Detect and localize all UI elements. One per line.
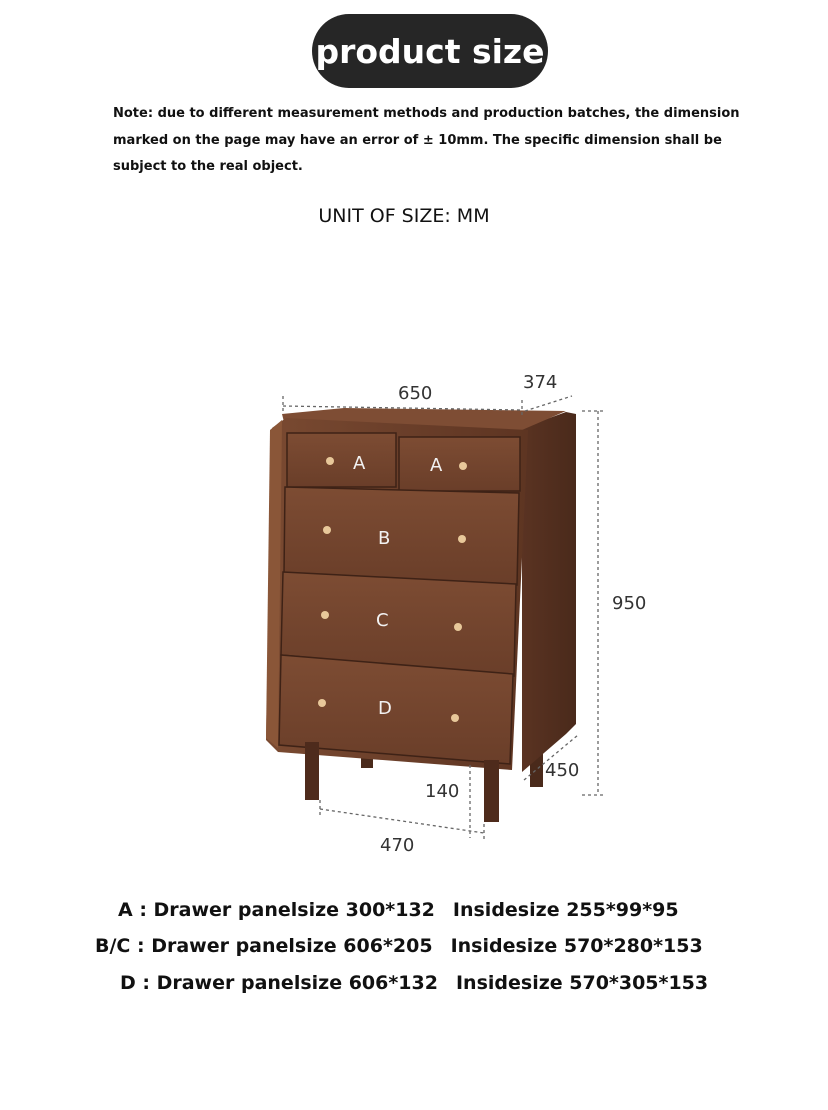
- spec-row-bc: [95, 935, 703, 957]
- spec-inside: Insidesize 570*280*153: [450, 935, 703, 957]
- knob: [321, 611, 329, 619]
- spec-inside: Insidesize 255*99*95: [452, 899, 679, 921]
- unit-of-size: UNIT OF SIZE: MM: [318, 205, 490, 227]
- depth-dimension-line: [525, 396, 572, 411]
- leg-width-dimension-line: [320, 809, 484, 833]
- spec-row-a: [118, 899, 679, 921]
- measurement-note: Note: due to different measurement methods and production batches, the dimension marked on the page may have an error of ± 10mm. The specific dimension shall be subject to the real object.: [113, 106, 740, 174]
- drawer-b: [284, 487, 519, 585]
- spec-label: B/C : Drawer panelsize 606*205: [95, 935, 433, 957]
- depth-label: 374: [523, 372, 558, 393]
- drawer-label-d: D: [378, 698, 392, 719]
- side-panel: [522, 412, 576, 772]
- height-label: 950: [612, 593, 647, 614]
- leg-height-label: 140: [425, 781, 460, 802]
- knob: [451, 714, 459, 722]
- front-leg-right: [484, 760, 499, 822]
- knob: [459, 462, 467, 470]
- leg-depth-label: 450: [545, 760, 580, 781]
- drawer-a-right: [399, 437, 520, 491]
- drawer-label-b: B: [378, 528, 391, 549]
- knob: [323, 526, 331, 534]
- knob: [454, 623, 462, 631]
- width-label: 650: [398, 383, 433, 404]
- page-title: product size: [315, 31, 545, 71]
- spec-label: D : Drawer panelsize 606*132: [120, 972, 438, 994]
- front-leg-left: [305, 742, 319, 800]
- knob: [458, 535, 466, 543]
- knob: [326, 457, 334, 465]
- spec-row-d: [120, 972, 708, 994]
- spec-label: A : Drawer panelsize 300*132: [118, 899, 435, 921]
- drawer-label-a-left: A: [353, 453, 366, 474]
- spec-inside: Insidesize 570*305*153: [455, 972, 709, 994]
- drawer-label-a-right: A: [430, 455, 443, 476]
- drawer-label-c: C: [376, 610, 389, 631]
- drawer-a-left: [287, 433, 396, 487]
- knob: [318, 699, 326, 707]
- leg-width-label: 470: [380, 835, 415, 856]
